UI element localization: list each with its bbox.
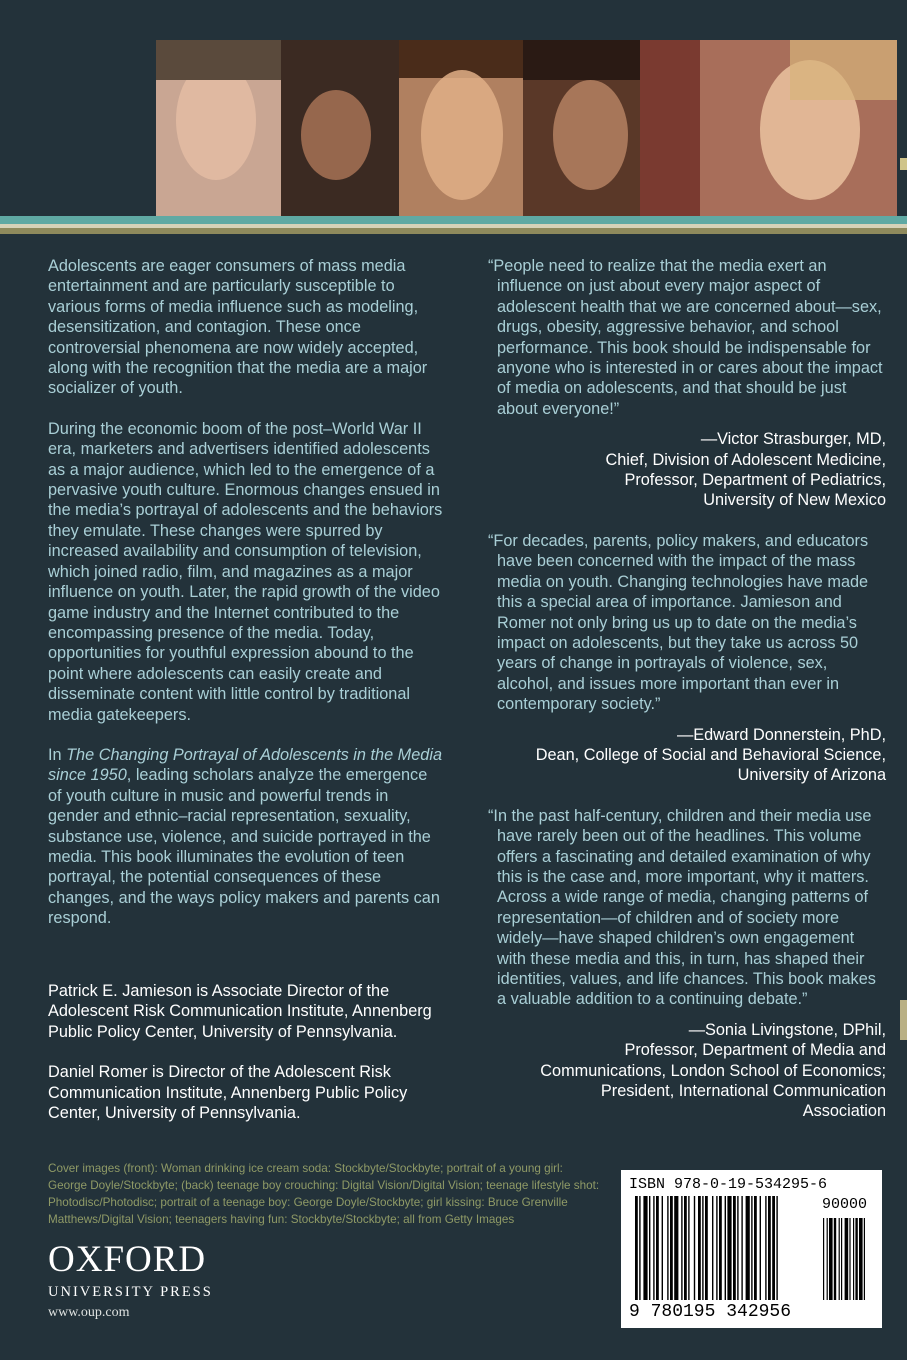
description-paragraph-3: [48, 745, 443, 929]
barcode-bar: [741, 1196, 742, 1300]
photo-smiling-teen-boy: [399, 40, 523, 216]
olive-rule: [0, 228, 907, 234]
barcode-bar: [746, 1196, 750, 1300]
barcode-bar: [751, 1196, 752, 1300]
description-rest: , leading scholars analyze the emergence of youth culture in music and powerful trends in gender and ethnic–racial representation, sexuality, substance use, violence, and suicide portrayed in the media. This book illuminates the evolution of teen portrayal, the potential consequences of these changes, and the ways policy makers and parents can respond.: [48, 766, 440, 928]
author-bio-romer: Daniel Romer is Director of the Adolescent Risk Communication Institute, Annenberg Public Policy Center, University of Pennsylvania.: [48, 1063, 408, 1123]
barcode-bar: [768, 1196, 771, 1300]
barcode-bar: [639, 1196, 640, 1300]
isbn-label: ISBN 978-0-19-534295-6: [629, 1176, 828, 1193]
attribution-line: —Edward Donnerstein, PhD,: [676, 725, 886, 744]
barcode-bar: [776, 1196, 777, 1300]
barcode-bar: [653, 1196, 654, 1300]
addon-bar: [827, 1218, 828, 1300]
barcode-bar: [635, 1196, 638, 1300]
publisher-url: www.oup.com: [48, 1305, 130, 1320]
barcode-bar: [694, 1196, 695, 1300]
attribution-line: President, International Communication: [600, 1082, 886, 1101]
barcode-bar: [667, 1196, 668, 1300]
author-bio-jamieson: Patrick E. Jamieson is Associate Director of the Adolescent Risk Communication Institute, Annenberg Public Policy Center, University of Pennsylvania.: [48, 982, 432, 1041]
barcode-bar: [702, 1196, 703, 1300]
attribution-line: Professor, Department of Pediatrics,: [624, 471, 886, 490]
edge-mark: [900, 1000, 907, 1040]
barcode-bar: [737, 1196, 738, 1300]
barcode-bar: [684, 1196, 687, 1300]
teal-rule: [0, 216, 907, 224]
barcode-bar: [681, 1196, 682, 1300]
addon-bar: [864, 1218, 865, 1300]
addon-bar: [849, 1218, 850, 1300]
barcode-bar: [698, 1196, 701, 1300]
blurb-attribution: [488, 1020, 886, 1122]
cover-photo-strip: [156, 40, 897, 216]
image-credits: Cover images (front): Woman drinking ice cream soda: Stockbyte/Stockbyte; portrait of a young girl: George Doyle/Stockbyte; (back) teenage boy crouching: Digital Vision/Digital Vision; teenage lifestyle shot: Photodisc/Photodisc; portrait of a teenage boy: George Doyle/Stockbyte; girl kissing: Bruce Grenville Matthews/Digital Vision; teenagers having fun: Stockbyte/Stockbyte; all from Getty Images: [48, 1162, 600, 1226]
blurb-quote: “People need to realize that the media exert an influence on just about every major aspect of adolescent health that we are concerned about—sex, drugs, obesity, aggressive behavior, and school performance. This book should be indispensable for anyone who is interested in or cares about the impact of media on adolescents, and that should be just about everyone!”: [488, 257, 883, 418]
addon-bar: [845, 1218, 849, 1300]
addon-bar: [839, 1218, 840, 1300]
description-paragraph-2: During the economic boom of the post–World War II era, marketers and advertisers identified adolescents as a major audience, which led to the emergence of a pervasive youth culture. Enormous changes ensued in the media’s portrayal of adolescents and the behaviors they emulate. These changes were spurred by increased availability and consumption of television, which joined radio, film, and magazines as a major influence on youth. Later, the rapid growth of the video game industry and the Internet contributed to the encompassing presence of the media. Today, opportunities for youthful expression abound to the point where adolescents can easily create and disseminate content with little control by traditional media gatekeepers.: [48, 419, 443, 724]
barcode-bar: [725, 1196, 726, 1300]
barcode-bar: [656, 1196, 659, 1300]
barcode-bar: [719, 1196, 722, 1300]
attribution-line: University of Arizona: [737, 766, 886, 785]
blurb-attribution: [488, 725, 886, 786]
barcode-bar: [754, 1196, 757, 1300]
addon-bar: [859, 1218, 863, 1300]
addon-bar: [855, 1218, 857, 1300]
logo-sub-text: UNIVERSITY PRESS: [48, 1284, 213, 1300]
ean-digits: 9 780195 342956: [629, 1302, 792, 1322]
barcode-bar: [712, 1196, 713, 1300]
addon-bar: [841, 1218, 842, 1300]
edge-mark: [900, 158, 907, 170]
description-prefix: In: [48, 745, 67, 764]
addon-bar: [829, 1218, 833, 1300]
barcode-bar: [772, 1196, 775, 1300]
addon-bar: [823, 1218, 824, 1300]
author-bios: [48, 981, 448, 1143]
barcode-bar: [716, 1196, 717, 1300]
barcode-bar: [733, 1196, 736, 1300]
photo-teens-kissing: [523, 40, 640, 216]
blurb-quote: “For decades, parents, policy makers, and educators have been concerned with the impact of the mass media on youth. Changing technologies have made this a special area of importance. Jamieson and Romer not only bring us up to date on the media’s impact on adolescents, but they take us across 50 years of change in portrayals of violence, sex, alcohol, and issues more important than ever in contemporary society.”: [488, 531, 869, 714]
photo-teen-boy-smoking: [156, 40, 281, 216]
logo-main-text: OXFORD: [48, 1239, 207, 1280]
barcode-bar: [662, 1196, 663, 1300]
addon-bar: [834, 1218, 836, 1300]
barcode-bar: [688, 1196, 689, 1300]
oxford-logo: [48, 1240, 213, 1301]
barcode-bar: [649, 1196, 650, 1300]
barcode-bar: [670, 1196, 673, 1300]
attribution-line: —Sonia Livingstone, DPhil,: [688, 1020, 886, 1039]
attribution-line: —Victor Strasburger, MD,: [700, 430, 886, 449]
isbn-barcode: [621, 1170, 882, 1328]
addon-bar: [853, 1218, 854, 1300]
endorsements: [488, 256, 886, 1142]
description-paragraph-1: Adolescents are eager consumers of mass media entertainment and are particularly susceptible to various forms of media influence such as modeling, desensitization, and contagion. These once controversial phenomena are now widely accepted, along with the recognition that the media are a major socializer of youth.: [48, 257, 428, 398]
price-addon: 90000: [822, 1196, 868, 1213]
book-title: The Changing Portrayal of Adolescents in the Media since 1950: [48, 745, 443, 785]
barcode-bars: [635, 1196, 875, 1302]
blurb-attribution: [488, 429, 886, 511]
attribution-line: Chief, Division of Adolescent Medicine,: [605, 450, 886, 469]
barcode-bar: [727, 1196, 731, 1300]
barcode-bar: [705, 1196, 708, 1300]
photo-girl-hands-face: [281, 40, 399, 216]
photo-woman-drinking-soda: [640, 40, 897, 216]
book-description: [48, 256, 443, 949]
attribution-line: University of New Mexico: [703, 491, 886, 510]
blurb-quote: “In the past half-century, children and their media use have rarely been out of the headlines. This volume offers a fascinating and detailed examination of why this is the case and, more important, why it matters. Across a wide range of media, changing patterns of representation—of children and of society more widely—have shaped children’s own engagement with these media and this, in turn, has shaped their identities, values, and life chances. This book makes a valuable addition to a continuing debate.”: [488, 806, 876, 1009]
barcode-bar: [674, 1196, 678, 1300]
barcode-bar: [643, 1196, 647, 1300]
barcode-bar: [760, 1196, 761, 1300]
barcode-bar: [765, 1196, 766, 1300]
attribution-line: Association: [802, 1102, 886, 1121]
attribution-line: Professor, Department of Media and: [624, 1041, 886, 1060]
attribution-line: Communications, London School of Economics;: [540, 1061, 886, 1080]
attribution-line: Dean, College of Social and Behavioral Science,: [535, 745, 886, 764]
